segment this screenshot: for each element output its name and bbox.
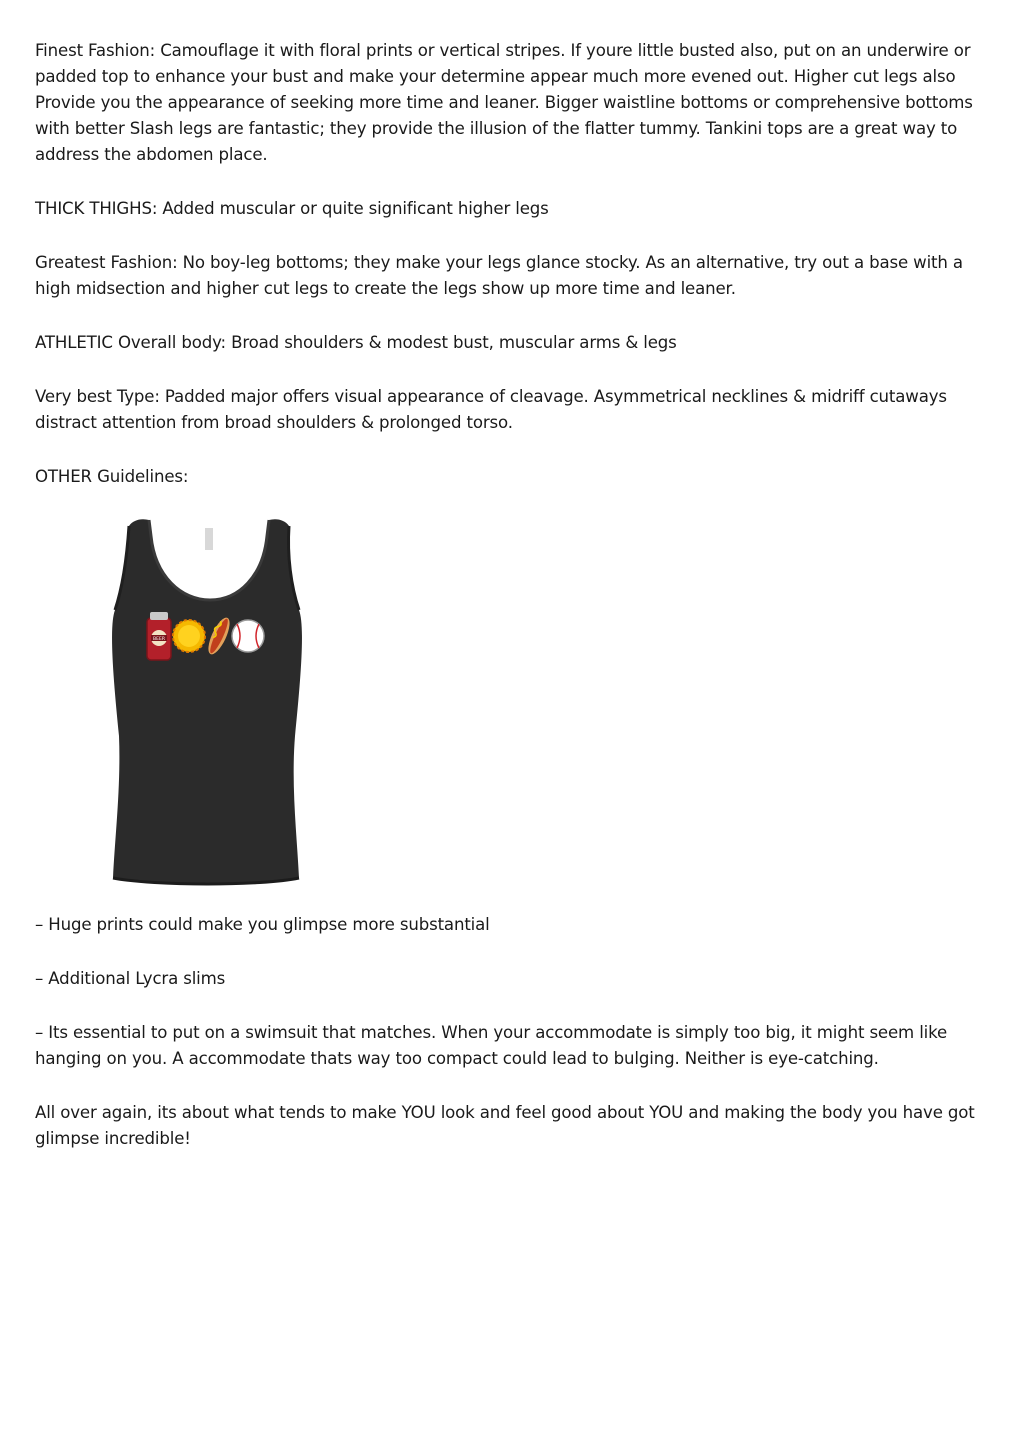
beer-label: BEER [153, 637, 165, 642]
sun-icon [173, 620, 205, 652]
paragraph-lycra: – Additional Lycra slims [35, 969, 226, 988]
paragraph-very-best-type: Very best Type: Padded major offers visual appearance of cleavage. Asymmetrical necklines & midriff cutaways distract attention from broad shoulders & prolonged torso. [35, 387, 947, 432]
paragraph-other-guidelines: OTHER Guidelines: [35, 467, 189, 486]
paragraph-swimsuit-fit: – Its essential to put on a swimsuit that matches. When your accommodate is simply too big, it might seem like hanging on you. A accommodate thats way too compact could lead to bulging. Neither is eye-catching. [35, 1023, 948, 1068]
tank-top-shape [112, 519, 302, 884]
paragraph-closing: All over again, its about what tends to make YOU look and feel good about YOU and making the body you have got glimpse incredible! [35, 1103, 975, 1148]
paragraph-thick-thighs: THICK THIGHS: Added muscular or quite significant higher legs [35, 199, 549, 218]
paragraph-huge-prints: – Huge prints could make you glimpse more substantial [35, 915, 490, 934]
tank-top-illustration [111, 516, 305, 888]
document-page [35, 38, 995, 1180]
tank-top-image [111, 516, 305, 888]
shirt-tag [205, 528, 213, 550]
paragraph-greatest-fashion: Greatest Fashion: No boy-leg bottoms; they make your legs glance stocky. As an alternative, try out a base with a high midsection and higher cut legs to create the legs show up more time and leaner. [35, 253, 963, 298]
paragraph-finest-fashion: Finest Fashion: Camouflage it with floral prints or vertical stripes. If youre little busted also, put on an underwire or padded top to enhance your bust and make your determine appear much more evened out. Higher cut legs also Provide you the appearance of seeking more time and leaner. Bigger waistline bottoms or comprehensive bottoms with better Slash legs are fantastic; they provide the illusion of the flatter tummy. Tankini tops are a great way to address the abdomen place. [35, 41, 973, 164]
beer-can-icon [147, 612, 171, 660]
baseball-icon [232, 620, 264, 652]
paragraph-athletic-body: ATHLETIC Overall body: Broad shoulders & modest bust, muscular arms & legs [35, 333, 677, 352]
